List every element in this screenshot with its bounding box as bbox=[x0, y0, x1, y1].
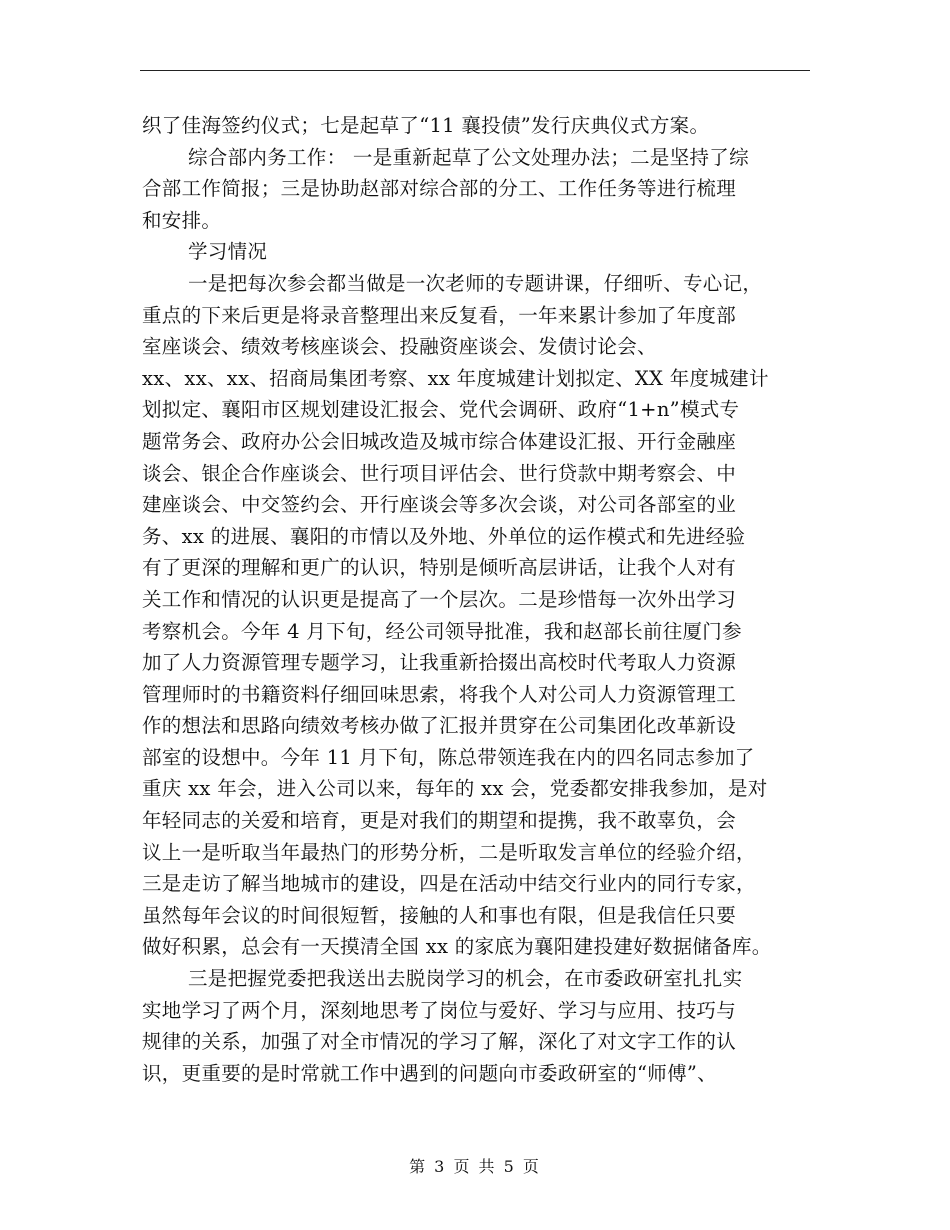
text-line: 综合部内务工作： 一是重新起草了公文处理办法；二是坚持了综 bbox=[188, 145, 749, 169]
text-line: 务、xx 的进展、襄阳的市情以及外地、外单位的运作模式和先进经验 bbox=[142, 524, 746, 548]
text-line: 重点的下来后更是将录音整理出来反复看，一年来累计参加了年度部 bbox=[142, 303, 737, 327]
text-line: 一是把每次参会都当做是一次老师的专题讲课，仔细听、专心记， bbox=[188, 271, 763, 295]
text-line: 织了佳海签约仪式；七是起草了“11 襄投债”发行庆典仪式方案。 bbox=[142, 114, 710, 137]
text-line: xx、xx、xx、招商局集团考察、xx 年度城建计划拟定、XX 年度城建计 bbox=[142, 366, 769, 390]
text-line: 规律的关系，加强了对全市情况的学习了解，深化了对文字工作的认 bbox=[142, 1030, 737, 1054]
text-line: 室座谈会、绩效考核座谈会、投融资座谈会、发债讨论会、 bbox=[142, 335, 657, 359]
text-line: 三是把握党委把我送出去脱岗学习的机会，在市委政研室扎扎实 bbox=[188, 967, 743, 991]
header-rule bbox=[140, 70, 810, 71]
text-line: 虽然每年会议的时间很短暂，接触的人和事也有限，但是我信任只要 bbox=[142, 903, 737, 927]
text-line: 实地学习了两个月，深刻地思考了岗位与爱好、学习与应用、技巧与 bbox=[142, 998, 737, 1022]
text-line: 和安排。 bbox=[142, 208, 222, 232]
text-line: 管理师时的书籍资料仔细回味思索，将我个人对公司人力资源管理工 bbox=[142, 682, 737, 706]
text-line: 议上一是听取当年最热门的形势分析，二是听取发言单位的经验介绍， bbox=[142, 840, 756, 864]
text-line: 题常务会、政府办公会旧城改造及城市综合体建设汇报、开行金融座 bbox=[142, 429, 737, 453]
text-line: 考察机会。今年 4 月下旬，经公司领导批准，我和赵部长前往厦门参 bbox=[142, 619, 742, 643]
text-line: 划拟定、襄阳市区规划建设汇报会、党代会调研、政府“1+n”模式专 bbox=[142, 398, 740, 422]
text-line: 年轻同志的关爱和培育，更是对我们的期望和提携，我不敢辜负，会 bbox=[142, 809, 737, 833]
section-heading: 学习情况 bbox=[188, 240, 268, 264]
text-line: 三是走访了解当地城市的建设，四是在活动中结交行业内的同行专家， bbox=[142, 872, 756, 896]
text-line: 做好积累，总会有一天摸清全国 xx 的家底为襄阳建投建好数据储备库。 bbox=[142, 935, 772, 959]
text-line: 建座谈会、中交签约会、开行座谈会等多次会谈，对公司各部室的业 bbox=[142, 493, 737, 517]
text-line: 加了人力资源管理专题学习，让我重新拾掇出高校时代考取人力资源 bbox=[142, 651, 737, 675]
page-number-footer: 第 3 页 共 5 页 bbox=[409, 1157, 541, 1176]
text-line: 关工作和情况的认识更是提高了一个层次。二是珍惜每一次外出学习 bbox=[142, 587, 737, 611]
body-text bbox=[142, 110, 814, 1089]
text-line: 重庆 xx 年会，进入公司以来，每年的 xx 会，党委都安排我参加，是对 bbox=[142, 777, 768, 801]
text-line: 合部工作简报；三是协助赵部对综合部的分工、工作任务等进行梳理 bbox=[142, 177, 737, 201]
text-line: 作的想法和思路向绩效考核办做了汇报并贯穿在公司集团化改革新设 bbox=[142, 714, 737, 738]
text-line: 识，更重要的是时常就工作中遇到的问题向市委政研室的“师傅”、 bbox=[142, 1061, 717, 1085]
text-line: 部室的设想中。今年 11 月下旬，陈总带领连我在内的四名同志参加了 bbox=[142, 745, 755, 769]
text-line: 谈会、银企合作座谈会、世行项目评估会、世行贷款中期考察会、中 bbox=[142, 461, 737, 485]
text-line: 有了更深的理解和更广的认识，特别是倾听高层讲话，让我个人对有 bbox=[142, 556, 737, 580]
